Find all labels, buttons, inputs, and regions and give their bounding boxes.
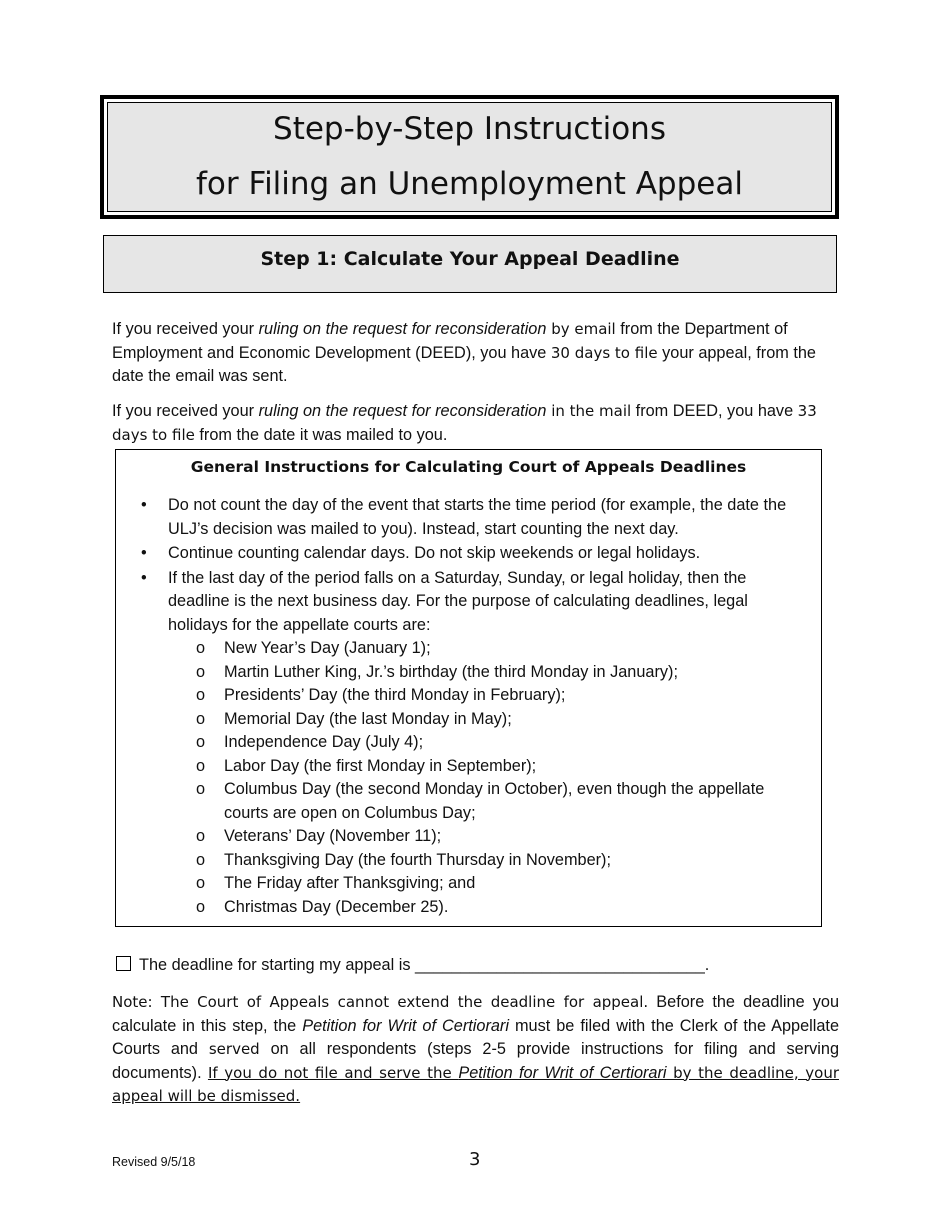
note-petition-italic: Petition for Writ of Certiorari xyxy=(302,1016,509,1035)
p2-text-f: from the date it was mailed to you. xyxy=(194,425,448,444)
sub-bullet-icon: o xyxy=(196,639,206,657)
p1-text-a: If you received your xyxy=(112,320,259,338)
p1-text-d: from the Department of Employment and Economic Development (DEED), you have xyxy=(112,320,788,362)
checkbox-icon[interactable] xyxy=(116,956,131,971)
note-paragraph xyxy=(112,991,839,1109)
page-number: 3 xyxy=(469,1149,481,1170)
holiday-item xyxy=(168,731,801,755)
note-served: served xyxy=(208,1040,260,1058)
holiday-item xyxy=(168,708,801,732)
bullet-text: If the last day of the period falls on a Saturday, Sunday, or legal holiday, then the deadline is the next business day. For the purpose of calculating deadlines, legal holidays for the appellate courts are: xyxy=(168,568,748,634)
holiday-item xyxy=(168,849,801,873)
page-title-line-2: for Filing an Unemployment Appeal xyxy=(196,166,743,202)
sub-bullet-icon: o xyxy=(196,780,206,798)
revised-date: Revised 9/5/18 xyxy=(112,1155,196,1169)
holiday-text: Labor Day (the first Monday in September); xyxy=(224,756,537,775)
p2-ruling-italic: ruling on the request for reconsideration xyxy=(258,402,547,420)
bullet-text: Continue counting calendar days. Do not skip weekends or legal holidays. xyxy=(168,544,701,562)
page-title-line-1: Step-by-Step Instructions xyxy=(273,111,666,147)
instructions-list xyxy=(116,494,821,920)
holiday-item xyxy=(168,755,801,779)
holiday-text: Martin Luther King, Jr.’s birthday (the third Monday in January); xyxy=(224,662,678,681)
p2-33-days: 33 days to file xyxy=(112,402,817,444)
holiday-text: Thanksgiving Day (the fourth Thursday in November); xyxy=(224,850,612,869)
step-1-heading-box xyxy=(103,235,837,293)
holiday-text: Veterans’ Day (November 11); xyxy=(224,827,442,845)
note-text-d: must be filed with the Clerk of the Appellate Courts and xyxy=(112,1016,839,1058)
deadline-text: The deadline for starting my appeal is ________________________________. xyxy=(139,956,710,974)
holiday-item xyxy=(168,872,801,896)
sub-bullet-icon: o xyxy=(196,733,206,751)
bullet-text: Do not count the day of the event that starts the time period (for example, the date the ULJ’s decision was mailed to you). Instead, start counting the next day. xyxy=(168,496,787,538)
note-warning-c: by the deadline, your appeal will be dismissed. xyxy=(112,1063,839,1105)
note-warning-petition: Petition for Writ of Certiorari xyxy=(458,1063,667,1082)
p1-text-f: your appeal, from the date the email was sent. xyxy=(112,343,816,385)
holiday-text: The Friday after Thanksgiving; and xyxy=(224,874,476,892)
p1-ruling-italic: ruling on the request for reconsideration xyxy=(258,320,547,338)
bullet-icon: • xyxy=(141,544,147,562)
holiday-item xyxy=(168,684,801,708)
note-lead: Note: The Court of Appeals cannot extend the deadline for appeal. xyxy=(112,993,649,1011)
sub-bullet-icon: o xyxy=(196,827,206,845)
holiday-item xyxy=(168,825,801,849)
list-item xyxy=(116,567,821,920)
sub-bullet-icon: o xyxy=(196,662,206,681)
bullet-icon: • xyxy=(141,496,147,514)
general-instructions-box xyxy=(115,449,822,927)
p2-text-d: from DEED, you have xyxy=(631,402,798,420)
list-item xyxy=(116,542,821,566)
sub-bullet-icon: o xyxy=(196,897,206,916)
sub-bullet-icon: o xyxy=(196,709,206,728)
holiday-text: New Year’s Day (January 1); xyxy=(224,639,431,657)
sub-bullet-icon: o xyxy=(196,756,206,775)
holiday-item xyxy=(168,896,801,920)
note-warning-a: If you do not file and serve the xyxy=(207,1063,459,1082)
p1-30-days: 30 days to file xyxy=(550,343,658,362)
holiday-text: Christmas Day (December 25). xyxy=(224,897,449,916)
p1-by-email: by email xyxy=(546,320,616,338)
title-banner-inner xyxy=(107,102,832,212)
title-banner xyxy=(100,95,839,219)
sub-bullet-icon: o xyxy=(196,874,206,892)
step-1-heading: Step 1: Calculate Your Appeal Deadline xyxy=(260,248,680,271)
holiday-item xyxy=(168,661,801,685)
mail-ruling-paragraph xyxy=(112,400,840,447)
p2-text-a: If you received your xyxy=(112,402,259,420)
sub-bullet-icon: o xyxy=(196,686,206,704)
sub-bullet-icon: o xyxy=(196,850,206,869)
p2-in-the-mail: in the mail xyxy=(546,402,632,420)
holiday-item xyxy=(168,778,801,825)
bullet-icon: • xyxy=(141,568,147,587)
holiday-item xyxy=(168,637,801,661)
deadline-line xyxy=(114,953,854,977)
note-text-f: on all respondents (steps 2-5 provide instructions for filing and serving documents). xyxy=(112,1040,839,1082)
note-text-b: Before the deadline you calculate in this step, the xyxy=(112,993,839,1035)
holiday-text: Presidents’ Day (the third Monday in February); xyxy=(224,686,566,704)
holiday-list xyxy=(168,637,801,919)
list-item xyxy=(116,494,821,541)
email-ruling-paragraph xyxy=(112,318,840,389)
holiday-text: Columbus Day (the second Monday in October), even though the appellate courts are open on Columbus Day; xyxy=(224,780,765,822)
general-instructions-title: General Instructions for Calculating Court of Appeals Deadlines xyxy=(190,458,747,476)
holiday-text: Independence Day (July 4); xyxy=(224,733,424,751)
holiday-text: Memorial Day (the last Monday in May); xyxy=(224,709,512,728)
